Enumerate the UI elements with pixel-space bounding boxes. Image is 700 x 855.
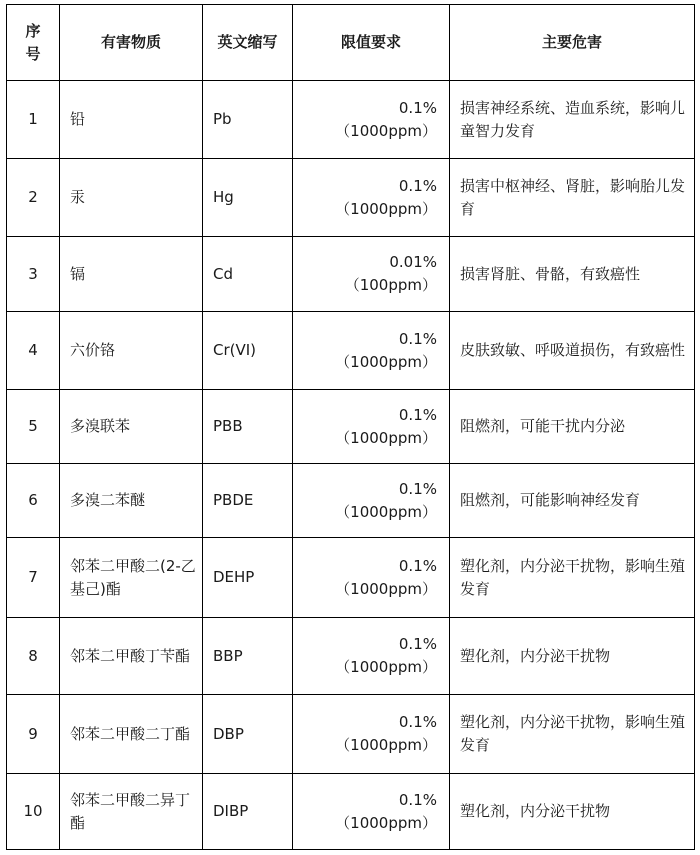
limit-ppm: （1000ppm） <box>335 658 437 676</box>
limit-cell <box>293 312 450 390</box>
limit-cell <box>293 237 450 312</box>
limit-ppm: （1000ppm） <box>335 579 437 598</box>
header-hazard: 主要危害 <box>450 5 695 81</box>
hazard-text: 阻燃剂，可能影响神经发育 <box>450 464 695 538</box>
limit-percent: 0.1% <box>398 635 437 653</box>
substance-name: 多溴联苯 <box>60 390 203 464</box>
substance-abbr: DBP <box>203 695 293 774</box>
hazard-text: 塑化剂，内分泌干扰物 <box>450 774 695 850</box>
hazard-text: 损害肾脏、骨骼，有致癌性 <box>450 237 695 312</box>
substance-abbr: PBDE <box>203 464 293 538</box>
row-no: 6 <box>7 464 60 538</box>
row-no: 1 <box>7 81 60 159</box>
substance-abbr: Cd <box>203 237 293 312</box>
header-limit: 限值要求 <box>293 5 450 81</box>
substance-name: 邻苯二甲酸二异丁酯 <box>60 774 203 850</box>
table-row <box>7 390 695 464</box>
substance-name: 六价铬 <box>60 312 203 390</box>
row-no: 2 <box>7 159 60 237</box>
limit-ppm: （1000ppm） <box>335 813 437 832</box>
table-header-row <box>7 5 695 81</box>
row-no: 8 <box>7 618 60 695</box>
limit-percent: 0.1% <box>398 713 437 731</box>
substance-abbr: Hg <box>203 159 293 237</box>
limit-ppm: （1000ppm） <box>335 199 437 218</box>
hazard-text: 塑化剂，内分泌干扰物 <box>450 618 695 695</box>
limit-ppm: （1000ppm） <box>335 736 437 754</box>
limit-cell <box>293 464 450 538</box>
limit-ppm: （100ppm） <box>344 276 437 294</box>
limit-ppm: （1000ppm） <box>335 352 437 371</box>
substance-abbr: DIBP <box>203 774 293 850</box>
substance-name: 邻苯二甲酸二(2-乙基己)酯 <box>60 538 203 618</box>
header-substance: 有害物质 <box>60 5 203 81</box>
table-row <box>7 464 695 538</box>
hazard-text: 皮肤致敏、呼吸道损伤，有致癌性 <box>450 312 695 390</box>
row-no: 9 <box>7 695 60 774</box>
substance-abbr: DEHP <box>203 538 293 618</box>
table-row <box>7 618 695 695</box>
substance-abbr: Cr(VI) <box>203 312 293 390</box>
hazard-text: 损害中枢神经、肾脏，影响胎儿发育 <box>450 159 695 237</box>
substance-name: 邻苯二甲酸二丁酯 <box>60 695 203 774</box>
row-no: 7 <box>7 538 60 618</box>
table-row <box>7 81 695 159</box>
table-row <box>7 774 695 850</box>
limit-percent: 0.1% <box>398 405 437 424</box>
substance-abbr: PBB <box>203 390 293 464</box>
substance-abbr: BBP <box>203 618 293 695</box>
row-no: 5 <box>7 390 60 464</box>
hazardous-substances-table <box>6 4 695 850</box>
header-abbr: 英文缩写 <box>203 5 293 81</box>
limit-cell <box>293 538 450 618</box>
substance-name: 镉 <box>60 237 203 312</box>
limit-ppm: （1000ppm） <box>335 502 437 521</box>
limit-cell <box>293 81 450 159</box>
substance-name: 汞 <box>60 159 203 237</box>
substance-name: 邻苯二甲酸丁苄酯 <box>60 618 203 695</box>
row-no: 10 <box>7 774 60 850</box>
limit-percent: 0.1% <box>398 98 437 117</box>
table-row <box>7 312 695 390</box>
limit-ppm: （1000ppm） <box>335 428 437 447</box>
substance-abbr: Pb <box>203 81 293 159</box>
limit-percent: 0.1% <box>398 790 437 809</box>
row-no: 4 <box>7 312 60 390</box>
limit-percent: 0.1% <box>398 329 437 348</box>
limit-percent: 0.1% <box>398 556 437 575</box>
hazard-text: 损害神经系统、造血系统，影响儿童智力发育 <box>450 81 695 159</box>
limit-cell <box>293 159 450 237</box>
header-no: 序号 <box>7 5 60 81</box>
limit-percent: 0.1% <box>398 176 437 195</box>
hazard-text: 塑化剂，内分泌干扰物，影响生殖发育 <box>450 538 695 618</box>
row-no: 3 <box>7 237 60 312</box>
limit-ppm: （1000ppm） <box>335 121 437 140</box>
hazard-text: 塑化剂，内分泌干扰物，影响生殖发育 <box>450 695 695 774</box>
limit-cell <box>293 695 450 774</box>
table-row <box>7 695 695 774</box>
substance-name: 多溴二苯醚 <box>60 464 203 538</box>
table-row <box>7 159 695 237</box>
table-row <box>7 237 695 312</box>
limit-cell <box>293 774 450 850</box>
limit-percent: 0.1% <box>398 479 437 498</box>
limit-percent: 0.01% <box>389 253 437 271</box>
table-row <box>7 538 695 618</box>
limit-cell <box>293 618 450 695</box>
hazard-text: 阻燃剂，可能干扰内分泌 <box>450 390 695 464</box>
limit-cell <box>293 390 450 464</box>
substance-name: 铅 <box>60 81 203 159</box>
